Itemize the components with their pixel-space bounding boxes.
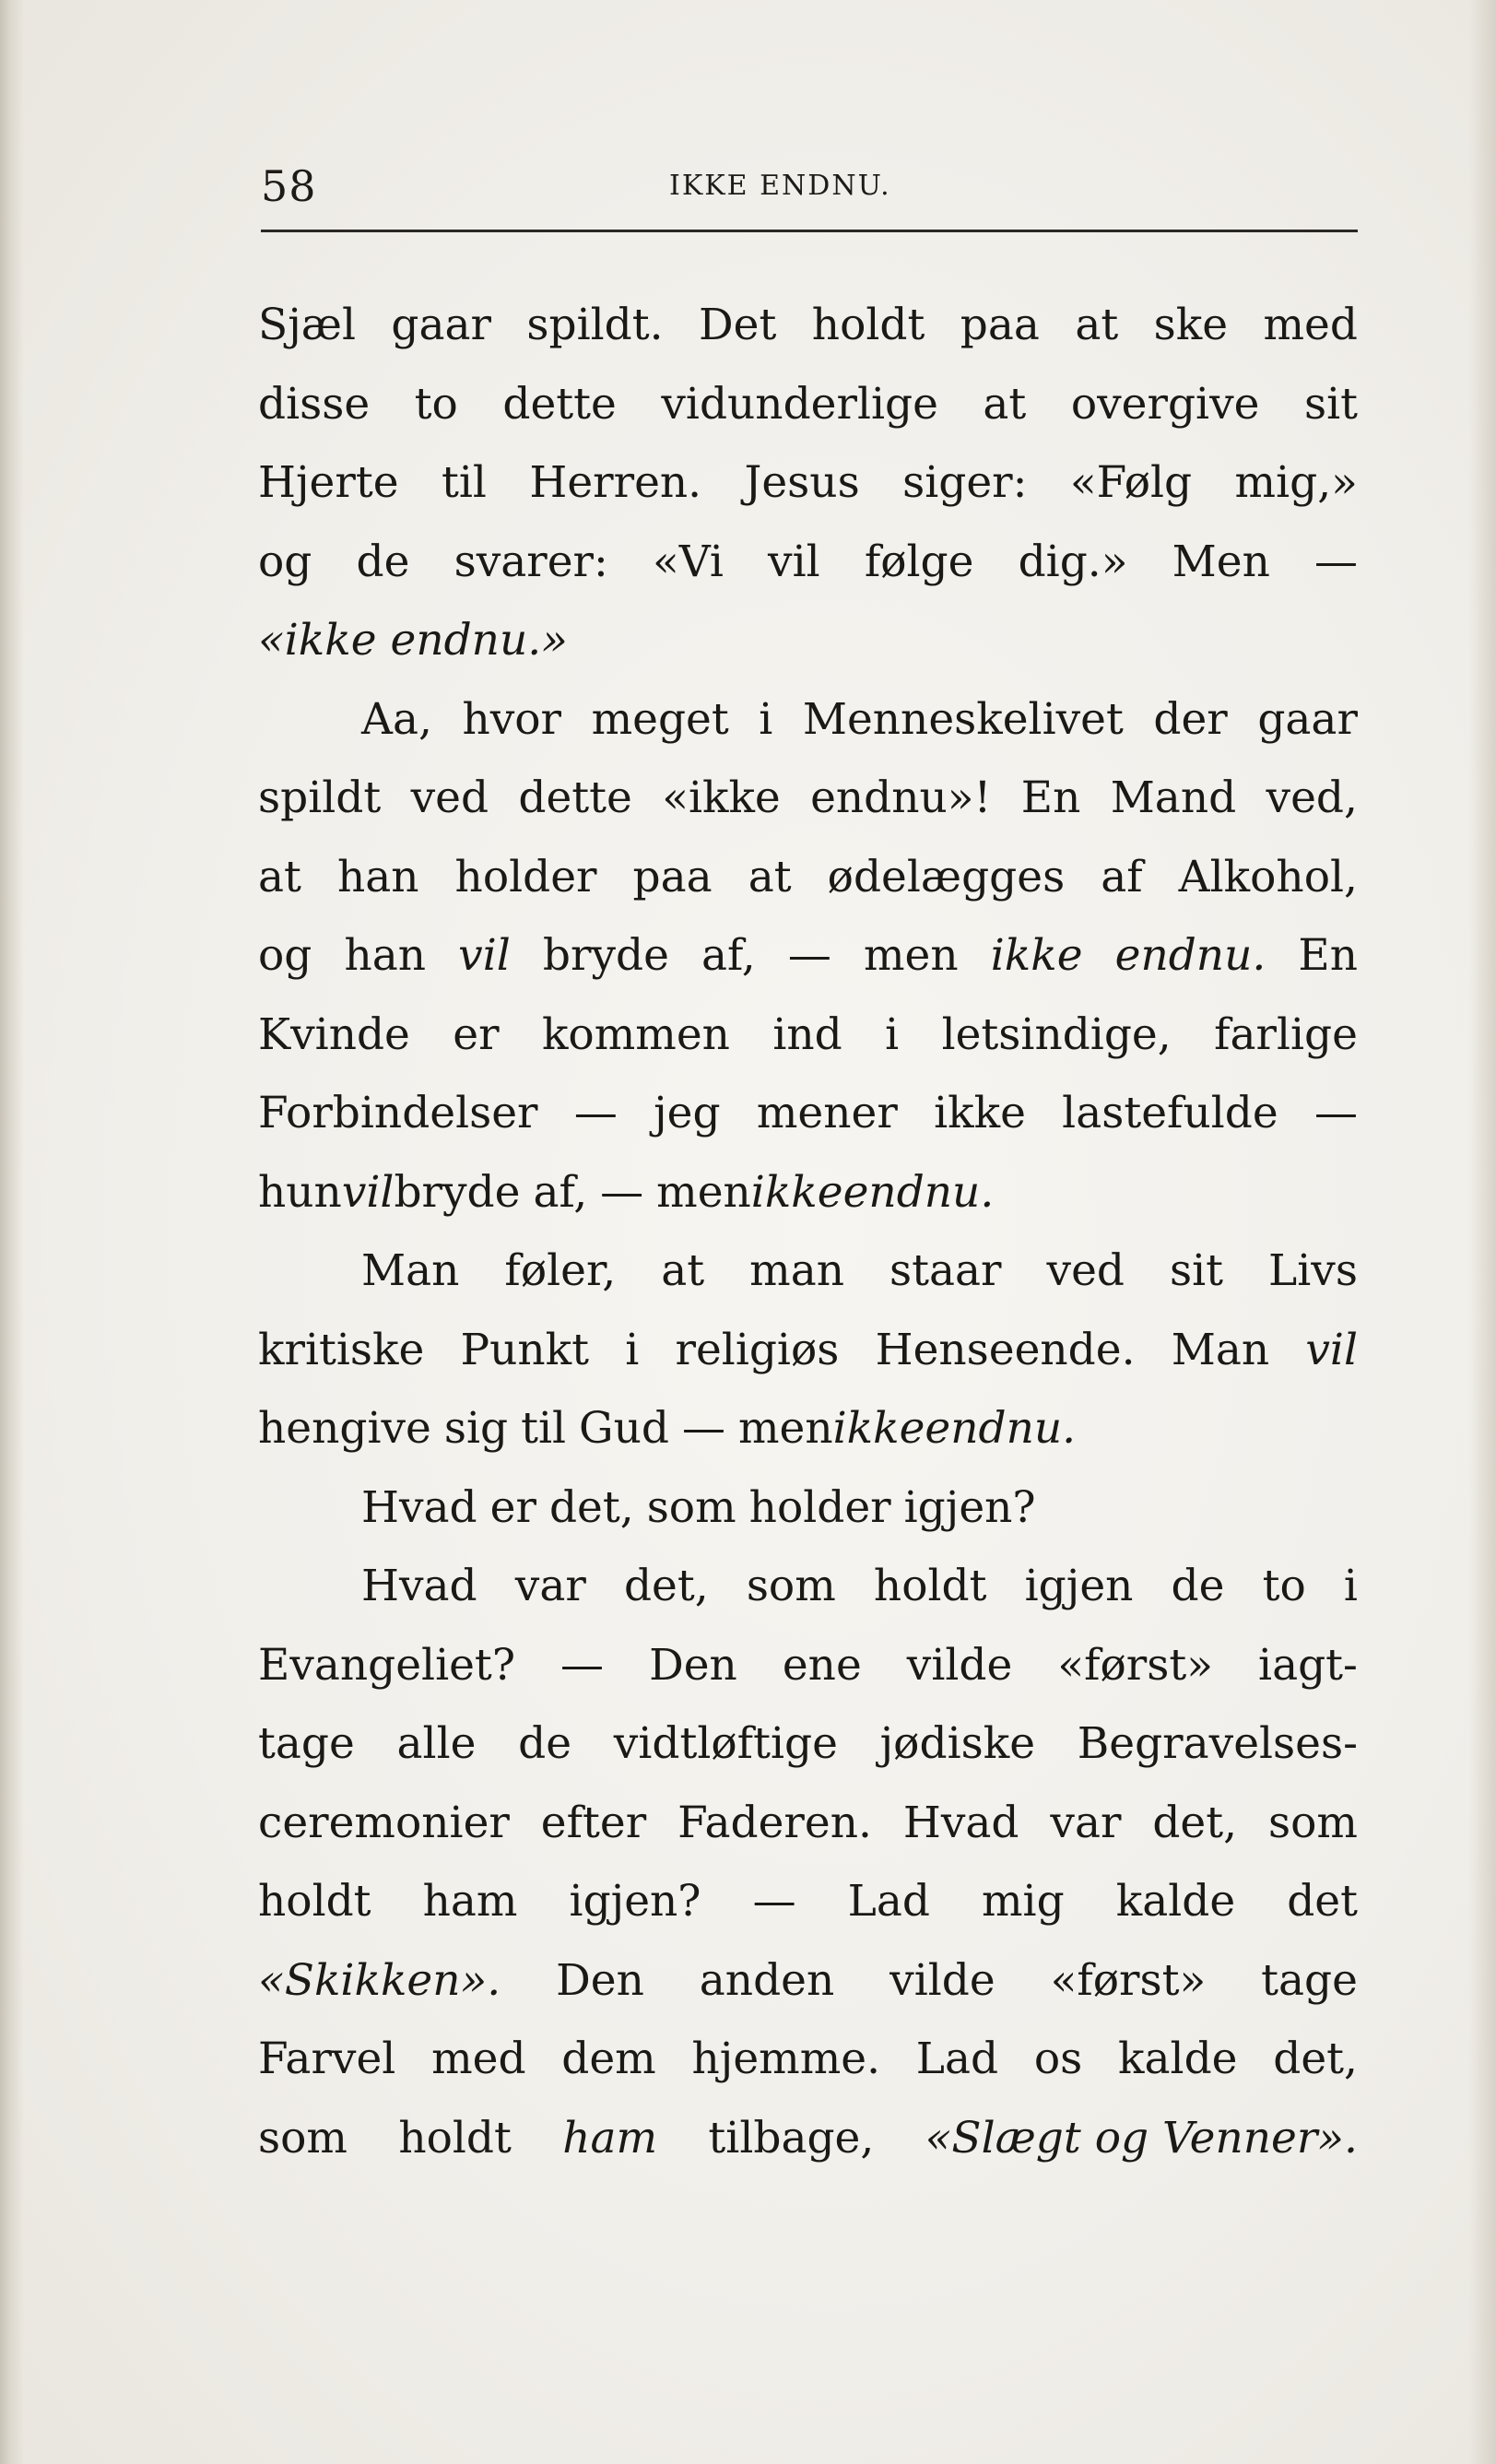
text-word: Den: [556, 1954, 644, 2006]
text-word: Jesus: [744, 457, 860, 508]
text-word: som: [646, 1481, 736, 1533]
text-word: Menneskelivet: [802, 693, 1124, 745]
text-word: Farvel: [258, 2034, 396, 2084]
text-word: mig: [981, 1876, 1065, 1927]
text-word: —: [1313, 1088, 1358, 1138]
text-word: at: [661, 1245, 705, 1296]
text-word: hun: [258, 1166, 342, 1218]
text-word: paa: [632, 851, 713, 902]
text-word: ham: [422, 1876, 518, 1927]
text-word: men: [656, 1166, 751, 1218]
body-text: [258, 286, 1358, 2177]
text-line: [258, 1547, 1358, 1626]
text-word: kalde: [1115, 1876, 1236, 1927]
text-word: føler,: [504, 1245, 617, 1296]
text-word: af: [1101, 851, 1143, 902]
text-line: [258, 1941, 1358, 2021]
text-word: Man: [1171, 1324, 1270, 1375]
text-word: er: [453, 1008, 500, 1060]
text-word: Punkt: [460, 1324, 590, 1375]
text-word: —: [560, 1639, 605, 1691]
text-word: bryde: [542, 930, 669, 981]
text-word: i: [885, 1008, 900, 1060]
text-word: det,: [548, 1481, 634, 1533]
text-word: tage: [1261, 1954, 1358, 2006]
text-word: Forbindelser: [258, 1088, 538, 1138]
text-word: Mand: [1110, 772, 1237, 823]
text-word: —: [573, 1088, 618, 1138]
text-word: de: [356, 536, 410, 587]
text-word: hjemme.: [691, 2034, 881, 2084]
text-word: Lad: [915, 2034, 999, 2084]
text-word: vil: [768, 536, 820, 587]
text-word: at: [748, 851, 792, 902]
text-word: «først»: [1057, 1639, 1214, 1691]
text-word: religiøs: [675, 1324, 840, 1375]
text-line: [258, 759, 1358, 838]
text-word: ødelægges: [827, 851, 1066, 902]
text-word: farlige: [1214, 1008, 1358, 1060]
text-word: «Slægt og Venner».: [925, 2112, 1358, 2163]
text-word: vil: [341, 1166, 395, 1218]
page-left-edge-shadow: [0, 0, 24, 2464]
text-word: holdt: [398, 2112, 512, 2163]
text-word: Aa,: [361, 693, 432, 745]
text-word: det,: [1152, 1797, 1238, 1848]
text-line: [258, 1626, 1358, 1705]
text-word: disse: [258, 378, 371, 430]
text-word: «Skikken».: [258, 1954, 501, 2006]
text-word: En: [1298, 930, 1358, 981]
text-word: vilde: [889, 1954, 995, 2006]
text-word: ved: [410, 772, 489, 823]
text-word: det: [1287, 1876, 1358, 1927]
text-line: [258, 1784, 1358, 1863]
text-word: af,: [701, 930, 756, 981]
text-line: [258, 601, 1358, 680]
text-word: men: [737, 1403, 833, 1454]
text-word: mig,»: [1234, 457, 1358, 508]
text-word: ikke: [750, 1166, 843, 1218]
text-word: Hvad: [361, 1481, 477, 1533]
text-word: til: [521, 1403, 567, 1454]
text-word: «Vi: [653, 536, 724, 587]
text-line: [258, 1232, 1358, 1311]
text-word: Evangeliet?: [258, 1639, 516, 1691]
header-rule: [261, 230, 1358, 232]
text-word: siger:: [902, 457, 1028, 508]
text-word: følge: [864, 536, 974, 587]
text-word: ske: [1153, 300, 1229, 350]
text-word: to: [1262, 1561, 1306, 1611]
text-word: Kvinde: [258, 1008, 410, 1060]
text-word: at: [1075, 300, 1119, 350]
text-line: [258, 443, 1358, 523]
text-word: igjen?: [903, 1481, 1036, 1533]
text-word: kritiske: [258, 1324, 425, 1375]
text-word: vil: [1305, 1324, 1358, 1375]
text-word: ikke: [832, 1403, 925, 1454]
text-word: og: [258, 930, 312, 981]
text-word: dig.»: [1018, 536, 1128, 587]
text-word: endnu»!: [810, 772, 992, 823]
text-word: i: [759, 693, 773, 745]
text-word: til: [441, 457, 487, 508]
text-line: [258, 1389, 1358, 1468]
text-word: hengive: [258, 1403, 431, 1454]
text-word: os: [1033, 2034, 1083, 2084]
text-word: Hjerte: [258, 457, 399, 508]
text-word: «først»: [1050, 1954, 1207, 2006]
text-word: igjen: [1024, 1561, 1134, 1611]
text-word: sit: [1303, 378, 1358, 430]
text-word: ikke: [934, 1088, 1026, 1138]
text-line: [258, 1074, 1358, 1153]
text-word: Den: [649, 1639, 737, 1691]
text-word: ved,: [1266, 772, 1358, 823]
text-line: [258, 2099, 1358, 2178]
text-word: staar: [889, 1245, 1002, 1296]
text-word: vilde: [906, 1639, 1013, 1691]
text-line: [258, 365, 1358, 444]
text-word: men: [863, 930, 959, 981]
text-word: igjen?: [569, 1876, 701, 1927]
text-word: hvor: [462, 693, 562, 745]
text-word: spildt: [258, 772, 382, 823]
text-word: ikke: [990, 930, 1083, 981]
text-word: alle: [396, 1718, 477, 1769]
text-line: [258, 996, 1358, 1075]
text-word: er: [489, 1481, 536, 1533]
text-word: anden: [699, 1954, 835, 2006]
text-word: endnu.: [842, 1166, 995, 1218]
text-word: tilbage,: [708, 2112, 875, 2163]
text-line: [258, 838, 1358, 917]
text-word: kalde: [1118, 2034, 1238, 2084]
text-word: Faderen.: [677, 1797, 872, 1848]
text-word: som: [746, 1561, 836, 1611]
text-word: dem: [561, 2034, 656, 2084]
text-word: Lad: [847, 1876, 930, 1927]
text-line: [258, 1153, 1358, 1232]
text-word: Gud: [579, 1403, 669, 1454]
text-word: Begravelses-: [1077, 1718, 1358, 1769]
text-word: det,: [623, 1561, 709, 1611]
text-word: i: [625, 1324, 640, 1375]
text-word: Livs: [1268, 1245, 1358, 1296]
text-word: tage: [258, 1718, 355, 1769]
text-word: som: [258, 2112, 347, 2163]
text-line: [258, 523, 1358, 602]
text-line: [258, 1468, 1358, 1548]
text-word: han: [336, 851, 419, 902]
text-word: to: [414, 378, 458, 430]
text-word: Man: [361, 1245, 460, 1296]
text-word: overgive: [1070, 378, 1260, 430]
text-word: ene: [782, 1639, 862, 1691]
page-right-edge-shadow: [1468, 0, 1496, 2464]
text-line: [258, 1862, 1358, 1941]
text-word: ceremonier: [258, 1797, 510, 1848]
text-word: Sjæl: [258, 300, 356, 350]
text-word: der: [1153, 693, 1228, 745]
text-word: de: [1171, 1561, 1225, 1611]
text-word: spildt.: [526, 300, 664, 350]
text-line: [258, 916, 1358, 996]
text-word: sig: [443, 1403, 509, 1454]
text-word: —: [600, 1166, 644, 1218]
running-title: IKKE ENDNU.: [669, 170, 891, 202]
text-line: [258, 680, 1358, 760]
text-word: i: [1343, 1561, 1358, 1611]
text-word: jeg: [654, 1088, 721, 1138]
text-word: Det: [699, 300, 777, 350]
text-word: Alkohol,: [1178, 851, 1358, 902]
text-word: efter: [540, 1797, 647, 1848]
text-word: sit: [1169, 1245, 1224, 1296]
text-word: at: [983, 378, 1027, 430]
text-word: Men: [1172, 536, 1270, 587]
text-word: vidunderlige: [661, 378, 938, 430]
text-word: vil: [458, 930, 511, 981]
text-word: holdt: [258, 1876, 371, 1927]
text-word: Henseende.: [875, 1324, 1136, 1375]
text-word: gaar: [1257, 693, 1358, 745]
page-number: 58: [261, 161, 317, 211]
text-word: Hvad: [361, 1561, 477, 1611]
text-word: man: [749, 1245, 844, 1296]
text-word: det,: [1273, 2034, 1358, 2084]
text-line: [258, 2020, 1358, 2099]
text-word: dette: [502, 378, 617, 430]
text-word: de: [518, 1718, 572, 1769]
text-word: kommen: [541, 1008, 730, 1060]
text-word: med: [431, 2034, 526, 2084]
text-line: [258, 286, 1358, 365]
text-word: holdt: [873, 1561, 987, 1611]
text-word: bryde: [394, 1166, 521, 1218]
text-word: «ikke: [662, 772, 781, 823]
text-word: at: [258, 851, 301, 902]
text-word: ind: [772, 1008, 842, 1060]
text-word: holdt: [811, 300, 925, 350]
text-word: paa: [960, 300, 1040, 350]
text-word: holder: [454, 851, 597, 902]
text-word: Hvad: [902, 1797, 1019, 1848]
text-word: vidtløftige: [613, 1718, 838, 1769]
text-word: endnu.: [1114, 930, 1266, 981]
text-word: —: [752, 1876, 796, 1927]
text-word: holder: [748, 1481, 891, 1533]
text-word: ved: [1046, 1245, 1125, 1296]
text-line: [258, 1704, 1358, 1784]
text-word: —: [681, 1403, 725, 1454]
text-word: jødiske: [879, 1718, 1036, 1769]
text-word: dette: [518, 772, 632, 823]
text-word: ham: [562, 2112, 658, 2163]
text-word: var: [514, 1561, 586, 1611]
text-word: meget: [591, 693, 729, 745]
text-word: han: [344, 930, 427, 981]
text-word: svarer:: [454, 536, 608, 587]
text-word: som: [1267, 1797, 1358, 1848]
text-word: endnu.: [925, 1403, 1077, 1454]
text-word: letsindige,: [941, 1008, 1172, 1060]
text-word: Herren.: [529, 457, 702, 508]
text-word: iagt-: [1258, 1639, 1358, 1691]
text-word: «ikke endnu.»: [258, 615, 568, 666]
text-word: —: [787, 930, 831, 981]
text-word: var: [1050, 1797, 1122, 1848]
text-word: mener: [756, 1088, 898, 1138]
text-word: «Følg: [1069, 457, 1193, 508]
text-word: og: [258, 536, 312, 587]
page-header: [261, 159, 1358, 223]
text-word: En: [1020, 772, 1081, 823]
text-word: lastefulde: [1062, 1088, 1278, 1138]
text-line: [258, 1311, 1358, 1390]
text-word: gaar: [391, 300, 491, 350]
text-word: af,: [533, 1166, 588, 1218]
text-word: med: [1263, 300, 1358, 350]
text-word: —: [1313, 536, 1358, 587]
